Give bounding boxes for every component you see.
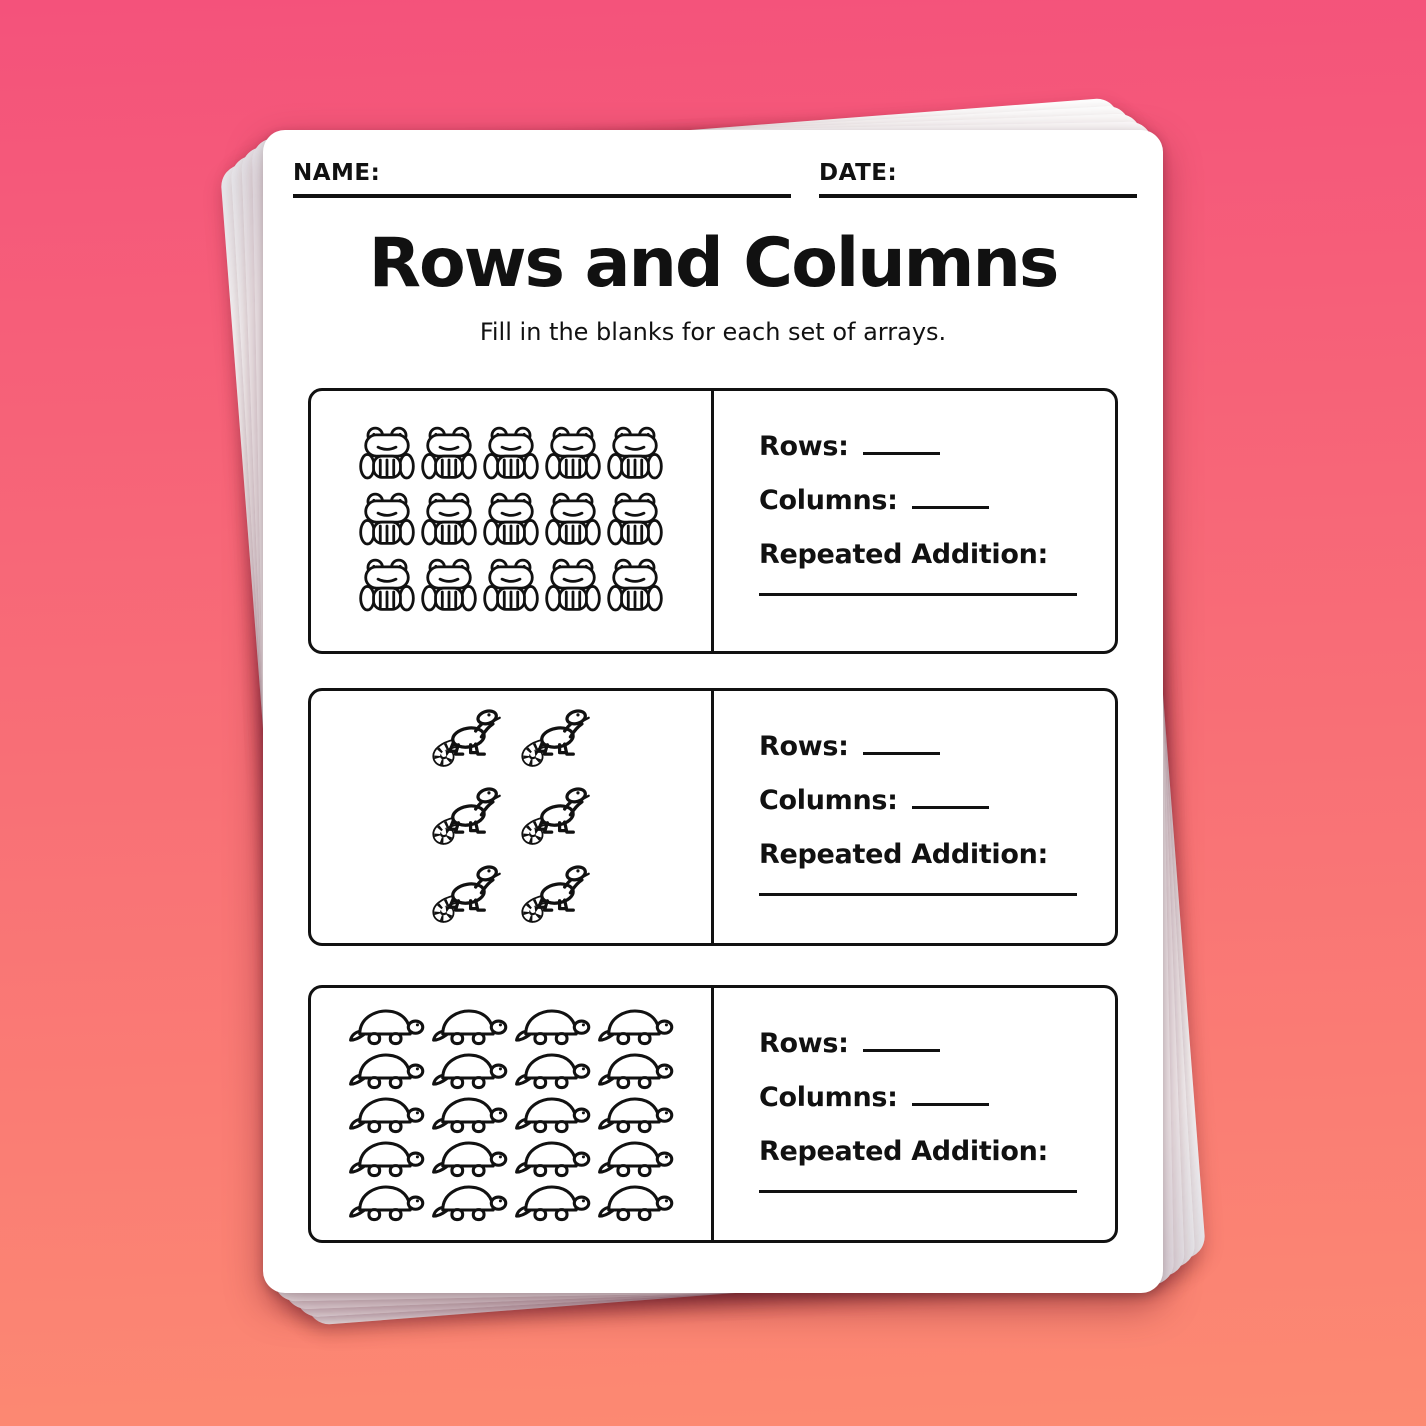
animal-grid xyxy=(422,700,600,934)
turtle-icon xyxy=(513,1049,592,1091)
repeated-addition-line[interactable] xyxy=(759,893,1077,896)
turtle-icon xyxy=(430,1093,509,1135)
rows-blank[interactable] xyxy=(863,1029,940,1052)
frog-icon xyxy=(545,425,601,485)
frog-icon xyxy=(421,557,477,617)
repeated-addition-row xyxy=(759,1136,1115,1167)
columns-row xyxy=(759,485,1115,516)
columns-label: Columns: xyxy=(759,485,898,516)
repeated-addition-label: Repeated Addition: xyxy=(759,839,1049,870)
worksheet xyxy=(263,130,1163,1293)
turtle-icon xyxy=(513,1005,592,1047)
frog-icon xyxy=(359,425,415,485)
rows-blank[interactable] xyxy=(863,432,940,455)
rows-row xyxy=(759,731,1115,762)
turtle-icon xyxy=(430,1005,509,1047)
animal-grid xyxy=(356,422,666,620)
repeated-addition-row xyxy=(759,839,1115,870)
date-label: DATE: xyxy=(819,160,898,186)
problem-card-frog xyxy=(308,388,1118,654)
repeated-addition-row xyxy=(759,539,1115,570)
frog-icon xyxy=(607,425,663,485)
frog-icon xyxy=(421,491,477,551)
page-subtitle: Fill in the blanks for each set of arrays. xyxy=(479,318,947,346)
columns-row xyxy=(759,785,1115,816)
turtle-icon xyxy=(347,1049,426,1091)
repeated-addition-label: Repeated Addition: xyxy=(759,1136,1049,1167)
rows-row xyxy=(759,1028,1115,1059)
frog-icon xyxy=(483,425,539,485)
animal-grid xyxy=(345,1004,677,1224)
repeated-addition-label: Repeated Addition: xyxy=(759,539,1049,570)
lizard-icon xyxy=(515,859,597,931)
lizard-icon xyxy=(426,703,508,775)
columns-blank[interactable] xyxy=(912,786,989,809)
turtle-icon xyxy=(347,1005,426,1047)
turtle-icon xyxy=(596,1005,675,1047)
rows-label: Rows: xyxy=(759,431,849,462)
turtle-icon xyxy=(430,1049,509,1091)
columns-blank[interactable] xyxy=(912,1083,989,1106)
turtle-icon xyxy=(513,1093,592,1135)
frog-icon xyxy=(607,557,663,617)
problem-card-lizard xyxy=(308,688,1118,946)
turtle-icon xyxy=(347,1137,426,1179)
lizard-icon xyxy=(515,703,597,775)
rows-blank[interactable] xyxy=(863,732,940,755)
answer-panel xyxy=(714,391,1115,651)
answer-panel xyxy=(714,691,1115,943)
turtle-icon xyxy=(596,1049,675,1091)
repeated-addition-line[interactable] xyxy=(759,1190,1077,1193)
lizard-icon xyxy=(426,859,508,931)
rows-label: Rows: xyxy=(759,1028,849,1059)
array-panel xyxy=(311,391,714,651)
rows-row xyxy=(759,431,1115,462)
turtle-icon xyxy=(596,1181,675,1223)
lizard-icon xyxy=(515,781,597,853)
name-label: NAME: xyxy=(293,160,381,186)
turtle-icon xyxy=(347,1181,426,1223)
frog-icon xyxy=(421,425,477,485)
frog-icon xyxy=(359,491,415,551)
columns-label: Columns: xyxy=(759,785,898,816)
name-field[interactable] xyxy=(293,160,791,198)
frog-icon xyxy=(607,491,663,551)
frog-icon xyxy=(545,491,601,551)
turtle-icon xyxy=(513,1181,592,1223)
turtle-icon xyxy=(347,1093,426,1135)
array-panel xyxy=(311,691,714,943)
frog-icon xyxy=(545,557,601,617)
columns-label: Columns: xyxy=(759,1082,898,1113)
frog-icon xyxy=(483,491,539,551)
turtle-icon xyxy=(430,1181,509,1223)
paper-stack xyxy=(263,130,1163,1293)
turtle-icon xyxy=(513,1137,592,1179)
problem-card-turtle xyxy=(308,985,1118,1243)
repeated-addition-line[interactable] xyxy=(759,593,1077,596)
columns-blank[interactable] xyxy=(912,486,989,509)
frog-icon xyxy=(359,557,415,617)
lizard-icon xyxy=(426,781,508,853)
columns-row xyxy=(759,1082,1115,1113)
rows-label: Rows: xyxy=(759,731,849,762)
array-panel xyxy=(311,988,714,1240)
answer-panel xyxy=(714,988,1115,1240)
turtle-icon xyxy=(596,1093,675,1135)
page-title: Rows and Columns xyxy=(368,224,1058,303)
turtle-icon xyxy=(430,1137,509,1179)
date-field[interactable] xyxy=(819,160,1137,198)
frog-icon xyxy=(483,557,539,617)
turtle-icon xyxy=(596,1137,675,1179)
